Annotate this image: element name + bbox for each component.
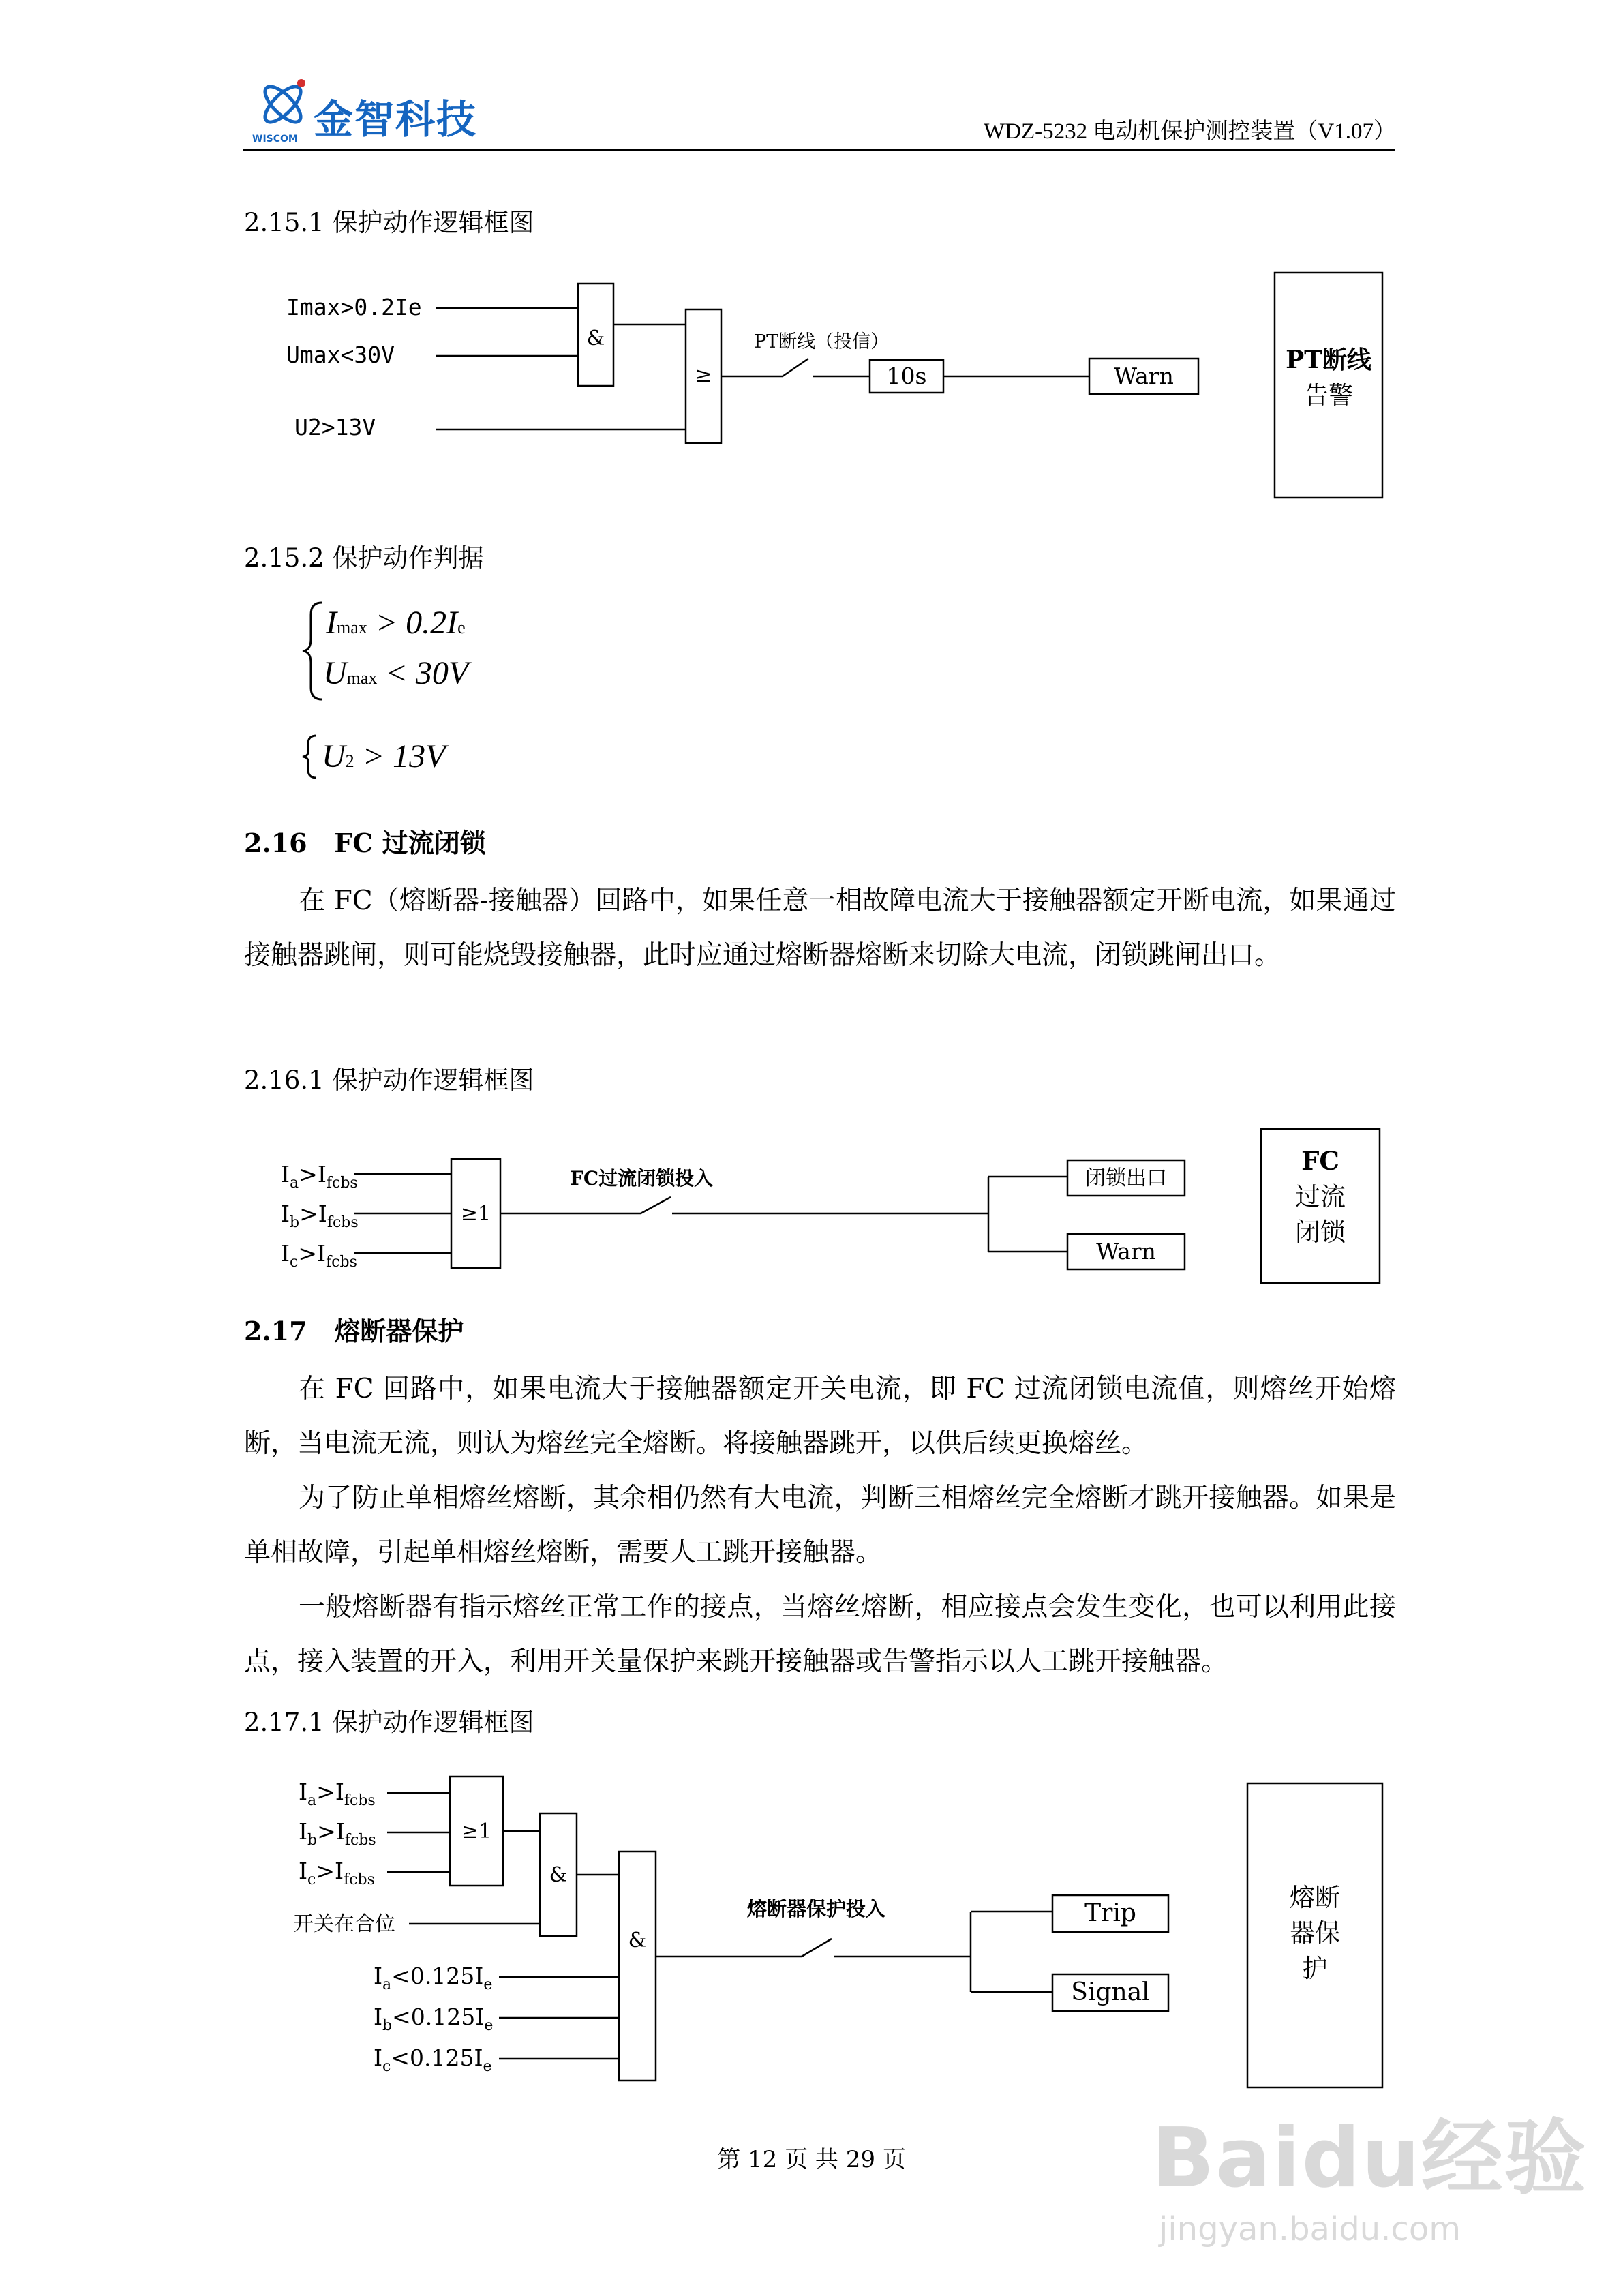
logic-diagram-fc-lock [0,1111,1623,1288]
heading-2-15-1: 2.15.1 保护动作逻辑框图 [244,208,534,237]
company-sub: WISCOM [252,134,298,145]
or-gate-label: ≥1 [460,1202,491,1226]
watermark-url: jingyan.baidu.com [1159,2210,1461,2248]
logic-diagram-fuse [0,1759,1623,2113]
input-ia: $I_a>I_{fcbs}$ [299,1779,376,1809]
heading-2-17: 2.17 熔断器保护 [244,1316,464,1346]
warn-output: Warn [1114,363,1174,389]
switch-label: PT断线（投信） [754,331,890,352]
result-line-2: 过流 [1295,1182,1346,1211]
result-line-3: 护 [1302,1954,1328,1983]
document-title: WDZ-5232 电动机保护测控装置（V1.07） [984,119,1396,144]
result-line-1: PT断线 [1286,346,1371,374]
input-breaker-closed: 开关在合位 [293,1912,395,1936]
input-ib-low: $I_b<0.125I_e$ [374,2004,494,2034]
paragraph-2-16: 在 FC（熔断器-接触器）回路中，如果任意一相故障电流大于接触器额定开断电流，如果通过接触器跳闸，则可能烧毁接触器，此时应通过熔断器熔断来切除大电流，闭锁跳闸出口。 [244,886,1396,971]
or-gate-label: ≥ [695,363,712,387]
header-rule [243,149,1395,151]
baidu-watermark [1152,2093,1588,2248]
result-line-2: 器保 [1290,1918,1340,1948]
result-line-1: 熔断 [1290,1883,1340,1912]
timer-label: 10s [886,363,927,389]
single-brace-icon [300,733,320,781]
heading-2-16-1: 2.16.1 保护动作逻辑框图 [244,1066,534,1095]
input-ib: $I_b>I_{fcbs}$ [299,1818,376,1849]
input-ib: $I_b>I_{fcbs}$ [281,1200,359,1231]
input-ic: $I_c>I_{fcbs}$ [281,1240,357,1271]
heading-2-16: 2.16 FC 过流闭锁 [244,828,486,858]
result-line-2: 告警 [1303,382,1354,410]
formula-u2: U2 > 13V [322,738,446,774]
input-ia: $I_a>I_{fcbs}$ [281,1161,358,1192]
switch-label: FC过流闭锁投入 [570,1167,714,1190]
logic-diagram-pt-break [0,259,1623,518]
and-gate-label: & [586,327,605,350]
output-trip: Trip [1084,1899,1136,1927]
output-warn: Warn [1096,1238,1156,1265]
output-signal: Signal [1071,1978,1150,2006]
input-u2: U2>13V [294,414,376,440]
heading-2-15-2: 2.15.2 保护动作判据 [244,543,484,573]
page-number: 第 12 页 共 29 页 [717,2146,906,2173]
input-imax: Imax>0.2Ie [286,294,422,320]
watermark-brand: Baidu经验 [1152,2111,1588,2206]
input-ic-low: $I_c<0.125I_e$ [374,2044,492,2075]
formula-umax: Umax < 30V [323,655,469,691]
paragraph-2-17-2: 为了防止单相熔丝熔断，其余相仍然有大电流，判断三相熔丝完全熔断才跳开接触器。如果是单相故障，引起单相熔丝熔断，需要人工跳开接触器。 [244,1483,1396,1568]
result-line-3: 闭锁 [1295,1218,1346,1247]
and-gate-1-label: & [549,1863,568,1887]
input-ia-low: $I_a<0.125I_e$ [374,1963,493,1993]
output-lock: 闭锁出口 [1085,1166,1167,1190]
input-ic: $I_c>I_{fcbs}$ [299,1858,375,1888]
or-gate-label: ≥1 [461,1819,492,1843]
paragraph-2-17-1: 在 FC 回路中，如果电流大于接触器额定开关电流，即 FC 过流闭锁电流值，则熔丝开始熔断，当电流无流，则认为熔丝完全熔断。将接触器跳开，以供后续更换熔丝。 [244,1374,1396,1459]
paragraph-2-17-3: 一般熔断器有指示熔丝正常工作的接点，当熔丝熔断，相应接点会发生变化，也可以利用此接点，接入装置的开入，利用开关量保护来跳开接触器或告警指示以人工跳开接触器。 [244,1592,1396,1677]
heading-2-17-1: 2.17.1 保护动作逻辑框图 [244,1708,534,1737]
and-gate-2-label: & [628,1929,647,1952]
wiscom-logo-icon [252,74,314,135]
fc-inputs [281,1161,359,1271]
result-line-1: FC [1301,1146,1339,1176]
input-umax: Umax<30V [286,342,395,368]
formula-imax: Imax > 0.2Ie [326,605,466,641]
switch-label: 熔断器保护投入 [747,1897,886,1920]
company-name: 金智科技 [314,96,478,142]
